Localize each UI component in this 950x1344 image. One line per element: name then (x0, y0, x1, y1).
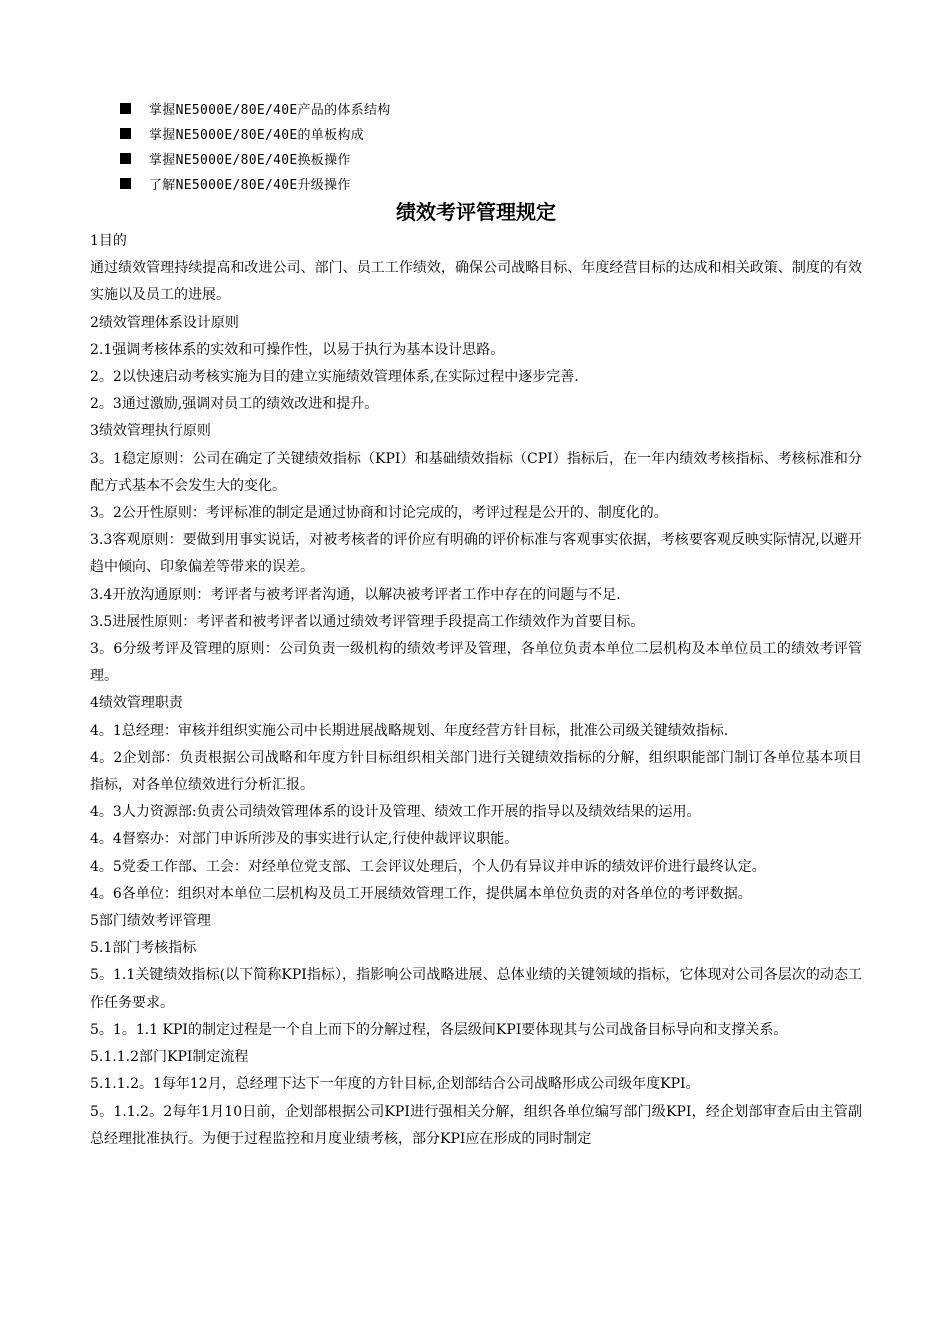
document-title: 绩效考评管理规定 (396, 200, 556, 224)
bullet-text: 掌握NE5000E/80E/40E的单板构成 (149, 128, 364, 143)
subsection-heading: 5.1.1.2部门KPI制定流程 (90, 1049, 249, 1066)
square-bullet-icon (120, 128, 131, 139)
paragraph: 3。6分级考评及管理的原则：公司负责一级机构的绩效考评及管理，各单位负责本单位二层机构及本单位员工的绩效考评管理。 (90, 641, 862, 685)
paragraph: 通过绩效管理持续提高和改进公司、部门、员工工作绩效，确保公司战略目标、年度经营目标的达成和相关政策、制度的有效实施以及员工的进展。 (90, 260, 862, 304)
bullet-item (120, 121, 862, 146)
paragraph: 2.1强调考核体系的实效和可操作性，以易于执行为基本设计思路。 (90, 341, 505, 358)
section-heading: 3绩效管理执行原则 (90, 423, 211, 440)
paragraph: 3。2公开性原则：考评标准的制定是通过协商和讨论完成的，考评过程是公开的、制度化的。 (90, 505, 668, 522)
paragraph: 5。1。1.1 KPI的制定过程是一个自上而下的分解过程，各层级间KPI要体现其与公司战备目标导向和支撑关系。 (90, 1021, 788, 1038)
document-body (90, 228, 862, 1153)
paragraph: 4。5党委工作部、工会：对经单位党支部、工会评议处理后，个人仍有异议并申诉的绩效评价进行最终认定。 (90, 858, 766, 875)
paragraph: 3.4开放沟通原则：考评者与被考评者沟通，以解决被考评者工作中存在的问题与不足. (90, 586, 621, 603)
paragraph: 3。1稳定原则：公司在确定了关键绩效指标（KPI）和基础绩效指标（CPI）指标后，在一年内绩效考核指标、考核标准和分配方式基本不会发生大的变化。 (90, 450, 862, 494)
section-heading: 2绩效管理体系设计原则 (90, 314, 239, 331)
bullet-item (120, 146, 862, 171)
section-heading: 1目的 (90, 233, 127, 249)
paragraph: 5.1.1.2。1每年12月，总经理下达下一年度的方针目标,企划部结合公司战略形成公司级年度KPI。 (90, 1076, 700, 1093)
subsection-heading: 5.1部门考核指标 (90, 940, 197, 957)
paragraph: 3.3客观原则：要做到用事实说话，对被考核者的评价应有明确的评价标准与客观事实依据，考核要客观反映实际情况,以避开趋中倾向、印象偏差等带来的误差。 (90, 532, 862, 576)
square-bullet-icon (120, 153, 131, 164)
paragraph: 2。2以快速启动考核实施为目的建立实施绩效管理体系,在实际过程中逐步完善. (90, 369, 579, 386)
bullet-list (120, 96, 862, 196)
paragraph: 4。1总经理：审核并组织实施公司中长期进展战略规划、年度经营方针目标，批准公司级关键绩效指标. (90, 722, 729, 739)
section-heading: 4绩效管理职责 (90, 695, 183, 712)
paragraph: 4。6各单位：组织对本单位二层机构及员工开展绩效管理工作，提供属本单位负责的对各单位的考评数据。 (90, 885, 752, 902)
paragraph: 5。1.1.2。2每年1月10日前，企划部根据公司KPI进行强相关分解，组织各单位编写部门级KPI，经企划部审查后由主管副总经理批准执行。为便于过程监控和月度业绩考核，部分KPI应在形成的同时制定 (90, 1103, 862, 1147)
document-page (90, 96, 862, 1153)
section-heading: 5部门绩效考评管理 (90, 913, 211, 930)
paragraph: 2。3通过激励,强调对员工的绩效改进和提升。 (90, 396, 379, 413)
square-bullet-icon (120, 178, 131, 189)
paragraph: 4。4督察办：对部门申诉所涉及的事实进行认定,行使仲裁评议职能。 (90, 831, 519, 848)
bullet-item (120, 96, 862, 121)
bullet-text: 掌握NE5000E/80E/40E产品的体系结构 (149, 103, 391, 118)
bullet-item (120, 171, 862, 196)
paragraph: 5。1.1关键绩效指标(以下简称KPI指标），指影响公司战略进展、总体业绩的关键领域的指标，它体现对公司各层次的动态工作任务要求。 (90, 967, 862, 1011)
paragraph: 4。3人力资源部:负责公司绩效管理体系的设计及管理、绩效工作开展的指导以及绩效结果的运用。 (90, 804, 701, 821)
bullet-text: 掌握NE5000E/80E/40E换板操作 (149, 153, 351, 168)
paragraph: 3.5进展性原则：考评者和被考评者以通过绩效考评管理手段提高工作绩效作为首要目标。 (90, 613, 645, 630)
paragraph: 4。2企划部：负责根据公司战略和年度方针目标组织相关部门进行关键绩效指标的分解，组织职能部门制订各单位基本项目指标，对各单位绩效进行分析汇报。 (90, 749, 862, 794)
bullet-text: 了解NE5000E/80E/40E升级操作 (149, 178, 351, 193)
square-bullet-icon (120, 103, 131, 114)
